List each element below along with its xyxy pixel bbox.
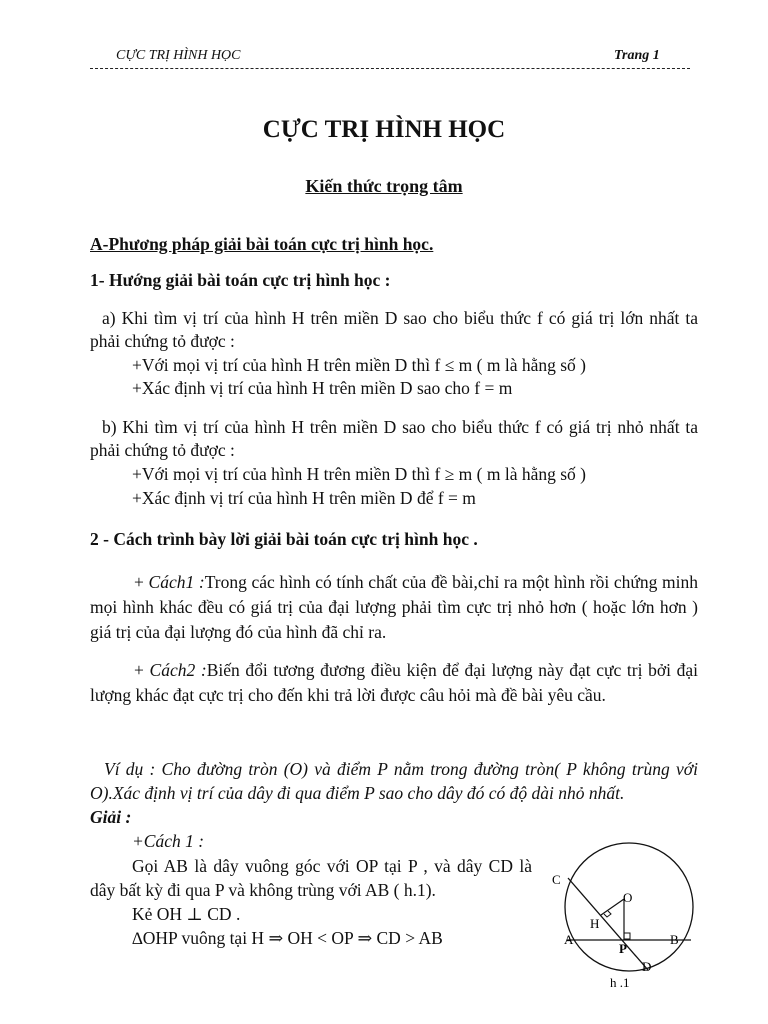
header-title: CỰC TRỊ HÌNH HỌC bbox=[116, 48, 241, 63]
circle-figure bbox=[538, 838, 698, 1018]
item1-a-line2: +Xác định vị trí của hình H trên miền D sao cho f = m bbox=[132, 378, 513, 398]
header-divider bbox=[90, 68, 690, 69]
right-angle-p bbox=[624, 933, 630, 939]
segment-oh bbox=[601, 899, 624, 915]
item2-heading: 2 - Cách trình bày lời giải bài toán cực trị hình học . bbox=[90, 529, 478, 549]
solution-line3: ∆OHP vuông tại H ⇒ OH < OP ⇒ CD > AB bbox=[132, 928, 443, 948]
cach1-text: Trong các hình có tính chất của đề bài,chỉ ra một hình rồi chứng minh mọi hình khác đều có giá trị của đại lượng phải tìm cực trị nhỏ hơn ( hoặc lớn hơn ) giá trị của đại lượng đó của hình đã chỉ ra. bbox=[90, 572, 698, 642]
label-a: A bbox=[564, 932, 574, 947]
example-text: Ví dụ : Cho đường tròn (O) và điểm P nằm trong đường tròn( P không trùng với O).Xác định vị trí của dây đi qua điểm P sao cho dây đó có độ dài nhỏ nhất. bbox=[90, 759, 698, 803]
label-d: D bbox=[642, 959, 652, 974]
solution-label: Giải : bbox=[90, 807, 132, 827]
section-a-heading: A-Phương pháp giải bài toán cực trị hình học. bbox=[90, 234, 434, 254]
cach2-prefix: + bbox=[134, 660, 150, 680]
label-o: O bbox=[623, 890, 633, 905]
cach1-prefix: + bbox=[134, 572, 149, 592]
item1-heading: 1- Hướng giải bài toán cực trị hình học : bbox=[90, 270, 391, 290]
cach2-label: Cách2 : bbox=[149, 660, 207, 680]
item1-b-paragraph: b) Khi tìm vị trí của hình H trên miền D sao cho biểu thức f có giá trị nhỏ nhất ta phải chứng tỏ được : bbox=[90, 417, 698, 460]
cach2-paragraph bbox=[90, 658, 698, 708]
solution-line2: Kẻ OH ⊥ CD . bbox=[132, 904, 241, 924]
label-h: H bbox=[590, 916, 600, 931]
item1-a-line1: +Với mọi vị trí của hình H trên miền D thì f ≤ m ( m là hằng số ) bbox=[132, 355, 587, 375]
item1-b-line1: +Với mọi vị trí của hình H trên miền D thì f ≥ m ( m là hằng số ) bbox=[132, 464, 587, 484]
label-c: C bbox=[552, 872, 561, 887]
item1-b-line2: +Xác định vị trí của hình H trên miền D để f = m bbox=[132, 488, 476, 508]
item1-a-paragraph: a) Khi tìm vị trí của hình H trên miền D sao cho biểu thức f có giá trị lớn nhất ta phải chứng tỏ được : bbox=[90, 308, 698, 351]
cach2-text: Biến đổi tương đương điều kiện để đại lượng này đạt cực trị bởi đại lượng khác đạt cực trị cho đến khi trả lời được câu hỏi mà đề bài yêu cầu. bbox=[90, 660, 698, 705]
chord-cd bbox=[568, 878, 648, 970]
cach1-paragraph bbox=[90, 570, 698, 645]
figure-caption: h .1 bbox=[610, 975, 630, 990]
page-title: CỰC TRỊ HÌNH HỌC bbox=[262, 116, 506, 143]
page-number: Trang 1 bbox=[614, 48, 660, 63]
cach1-label: Cách1 : bbox=[148, 572, 205, 592]
solution-cach1-label: +Cách 1 : bbox=[132, 831, 205, 851]
page-subtitle: Kiến thức trọng tâm bbox=[305, 176, 463, 196]
solution-line1: Gọi AB là dây vuông góc với OP tại P , và dây CD là dây bất kỳ đi qua P và không trùng với AB ( h.1). bbox=[90, 856, 532, 900]
label-b: B bbox=[670, 932, 679, 947]
circle-o bbox=[565, 843, 693, 971]
label-p: P bbox=[619, 941, 627, 956]
